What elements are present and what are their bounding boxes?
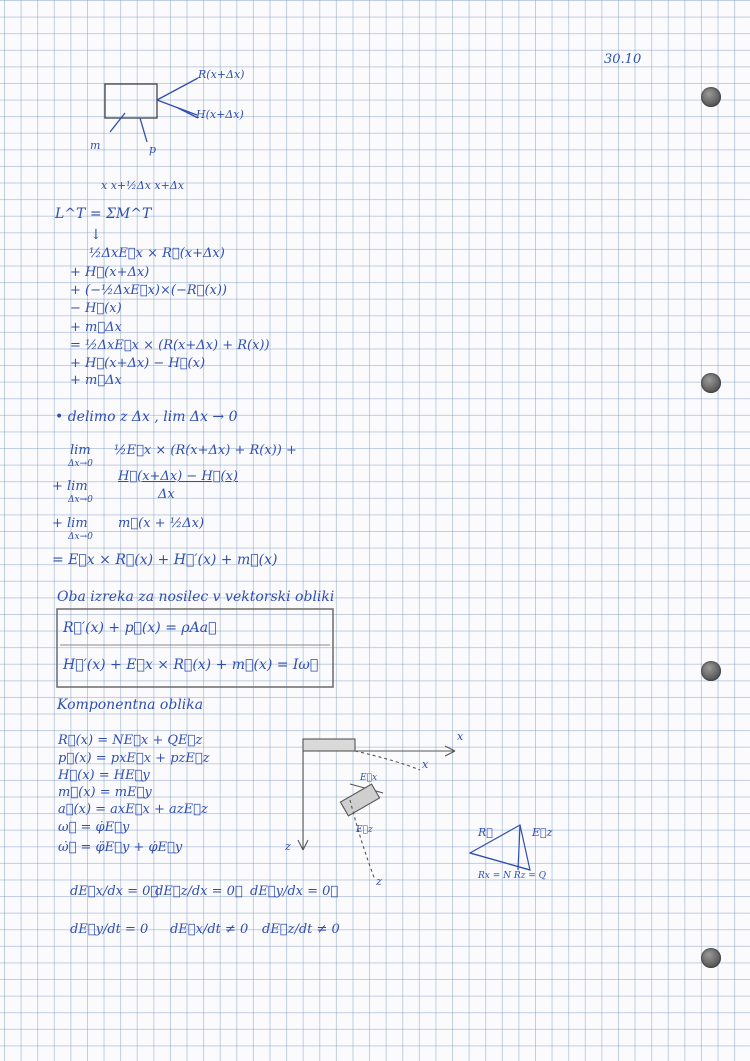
triangle-label-left: R⃗ — [478, 826, 493, 839]
heading-beam-equations: Oba izreka za nosilec v vektorski obliki — [57, 589, 335, 605]
lim-3: + lim — [52, 516, 88, 531]
derivation-line: = ½ΔxE⃗x × (R(x+Δx) + R(x)) — [70, 338, 270, 353]
component-line: a⃗(x) = axE⃗x + azE⃗z — [58, 802, 208, 817]
lim-2-sub: Δx→0 — [68, 495, 93, 505]
derivative: dE⃗y/dt = 0 — [70, 922, 149, 937]
boxed-eq-moment: H⃗′(x) + E⃗x × R⃗(x) + m⃗(x) = Iω⃗ — [63, 657, 319, 673]
component-line: m⃗(x) = mE⃗y — [58, 785, 152, 800]
derivation-line: + H⃗(x+Δx) − H⃗(x) — [70, 356, 206, 371]
triangle-label-bottom: Rx = N Rz = Q — [478, 871, 547, 881]
lim-1-sub: Δx→0 — [68, 459, 93, 469]
derivation-arrow: ↓ — [90, 227, 102, 243]
angular-momentum-header: L^T = ΣM^T — [55, 206, 152, 222]
heading-components: Komponentna oblika — [57, 697, 204, 713]
derivative: dE⃗x/dt ≠ 0 — [170, 922, 249, 937]
boxed-eq-force: R⃗′(x) + p⃗(x) = ρAa⃗ — [63, 620, 217, 636]
moment-label-right: H(x+Δx) — [196, 108, 244, 121]
sketch-label-ez: E⃗z — [356, 825, 373, 835]
lim-1: lim — [70, 443, 91, 458]
lim-2: + lim — [52, 479, 88, 494]
lim-3-expr: m⃗(x + ½Δx) — [118, 516, 205, 531]
component-line: R⃗(x) = NE⃗x + QE⃗z — [58, 733, 203, 748]
axis-ticks: x x+½Δx x+Δx — [101, 179, 184, 192]
derivation-line: ½ΔxE⃗x × R⃗(x+Δx) — [89, 246, 225, 261]
component-line: ω⃗ = φ̇E⃗y — [58, 820, 130, 835]
lim-1-expr: ½E⃗x × (R(x+Δx) + R(x)) + — [114, 443, 297, 458]
derivation-line: + m⃗Δx — [70, 373, 122, 388]
derivative: dE⃗x/dx = 0⃗ — [70, 884, 159, 899]
limit-result: = E⃗x × R⃗(x) + H⃗′(x) + m⃗(x) — [52, 552, 278, 568]
sketch-axis-x: x — [457, 730, 464, 743]
component-line: H⃗(x) = HE⃗y — [58, 768, 150, 783]
sketch-label-ex: E⃗x — [360, 773, 378, 783]
derivation-line: − H⃗(x) — [70, 301, 122, 316]
component-line: p⃗(x) = pxE⃗x + pzE⃗z — [58, 751, 210, 766]
derivation-line: + H⃗(x+Δx) — [70, 265, 150, 280]
derivation-line: + m⃗Δx — [70, 320, 122, 335]
derivative: dE⃗y/dx = 0⃗ — [250, 884, 339, 899]
lim-2-denominator: Δx — [158, 487, 175, 502]
label-m: m — [90, 139, 101, 152]
derivative: dE⃗z/dx = 0⃗ — [155, 884, 243, 899]
sketch-axis-z: z — [285, 840, 291, 853]
lim-3-sub: Δx→0 — [68, 532, 93, 542]
component-line: ω̇⃗ = φ̈E⃗y + φ̇E⃗y — [58, 840, 183, 855]
limit-note: • delimo z Δx , lim Δx → 0 — [55, 409, 238, 425]
force-label-top: R(x+Δx) — [198, 68, 245, 81]
lim-2-numerator: H⃗(x+Δx) − H⃗(x) — [118, 469, 238, 484]
triangle-label-right: E⃗z — [532, 826, 553, 839]
derivative: dE⃗z/dt ≠ 0 — [262, 922, 340, 937]
page-date: 30.10 — [604, 52, 642, 67]
derivation-line: + (−½ΔxE⃗x)×(−R⃗(x)) — [70, 283, 227, 298]
sketch-axis-x-rotated: x — [422, 758, 429, 771]
sketch-axis-z-rotated: z — [376, 875, 382, 888]
label-p: p — [149, 143, 157, 156]
